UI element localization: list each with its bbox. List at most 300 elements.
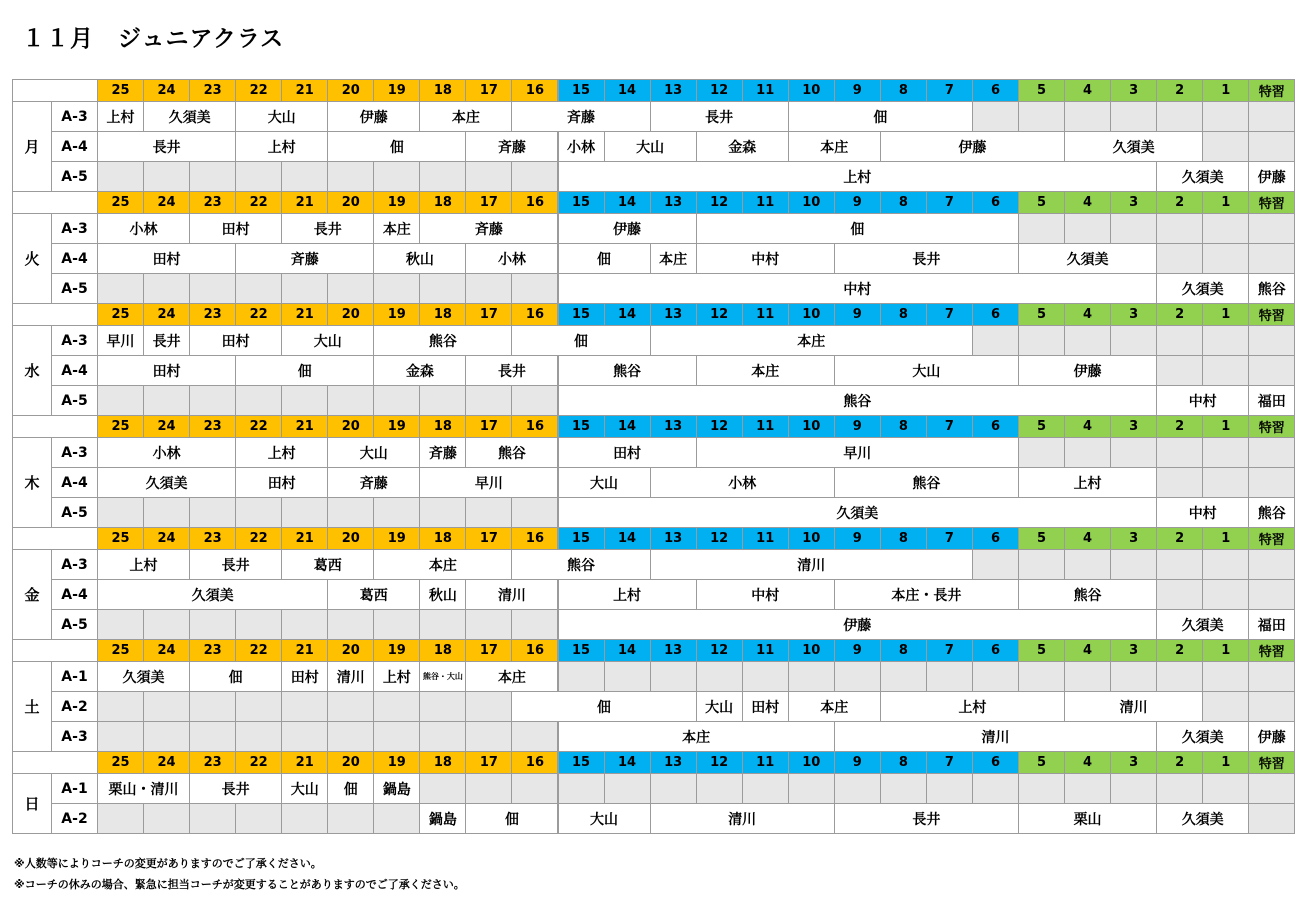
header-col-label: 2 bbox=[1156, 527, 1203, 550]
header-blank-cell bbox=[12, 415, 98, 438]
header-col-label: 3 bbox=[1110, 751, 1157, 774]
empty-slot bbox=[880, 773, 927, 804]
coach-slot: 佃 bbox=[696, 213, 1019, 244]
empty-slot bbox=[834, 661, 881, 692]
empty-slot bbox=[1202, 243, 1249, 274]
header-col-label: 13 bbox=[650, 191, 697, 214]
header-col-label: 23 bbox=[189, 191, 236, 214]
header-col-label: 9 bbox=[834, 79, 881, 102]
empty-slot bbox=[97, 385, 144, 416]
empty-slot bbox=[1248, 213, 1295, 244]
coach-slot: 秋山 bbox=[419, 579, 466, 610]
class-level-label: A-2 bbox=[51, 803, 98, 834]
empty-slot bbox=[1248, 243, 1295, 274]
header-col-label: 3 bbox=[1110, 639, 1157, 662]
empty-slot bbox=[419, 161, 466, 192]
empty-slot bbox=[1156, 355, 1203, 386]
header-col-label: 10 bbox=[788, 639, 835, 662]
coach-slot: 上村 bbox=[373, 661, 420, 692]
header-col-label: 25 bbox=[97, 79, 144, 102]
header-col-label: 17 bbox=[465, 751, 512, 774]
header-col-label: 19 bbox=[373, 79, 420, 102]
header-blank-cell bbox=[12, 751, 98, 774]
empty-slot bbox=[650, 773, 697, 804]
class-level-label: A-4 bbox=[51, 467, 98, 498]
coach-slot: 本庄 bbox=[788, 131, 881, 162]
empty-slot bbox=[373, 609, 420, 640]
header-col-label: 24 bbox=[143, 303, 190, 326]
header-col-label: 6 bbox=[972, 79, 1019, 102]
empty-slot bbox=[189, 803, 236, 834]
header-col-label: 4 bbox=[1064, 415, 1111, 438]
header-col-label: 16 bbox=[511, 191, 558, 214]
coach-slot: 早川 bbox=[696, 437, 1019, 468]
empty-slot bbox=[327, 385, 374, 416]
empty-slot bbox=[281, 273, 328, 304]
empty-slot bbox=[511, 609, 558, 640]
empty-slot bbox=[419, 691, 466, 722]
header-col-label: 19 bbox=[373, 191, 420, 214]
empty-slot bbox=[511, 161, 558, 192]
coach-slot: 本庄 bbox=[373, 549, 512, 580]
empty-slot bbox=[373, 385, 420, 416]
empty-slot bbox=[1018, 549, 1065, 580]
empty-slot bbox=[1202, 549, 1249, 580]
header-col-label: 16 bbox=[511, 415, 558, 438]
empty-slot bbox=[1156, 579, 1203, 610]
empty-slot bbox=[1202, 661, 1249, 692]
header-col-label: 11 bbox=[742, 639, 789, 662]
empty-slot bbox=[1110, 661, 1157, 692]
coach-slot: 栗山 bbox=[1018, 803, 1157, 834]
empty-slot bbox=[97, 721, 144, 752]
header-col-label: 15 bbox=[558, 751, 605, 774]
coach-slot: 清川 bbox=[650, 549, 973, 580]
header-col-label: 19 bbox=[373, 415, 420, 438]
header-col-label: 8 bbox=[880, 751, 927, 774]
coach-slot: 本庄 bbox=[373, 213, 420, 244]
header-col-label: 20 bbox=[327, 191, 374, 214]
header-col-label: 5 bbox=[1018, 751, 1065, 774]
class-level-label: A-2 bbox=[51, 691, 98, 722]
empty-slot bbox=[327, 161, 374, 192]
header-col-label: 25 bbox=[97, 303, 144, 326]
header-col-label: 12 bbox=[696, 79, 743, 102]
header-col-label: 24 bbox=[143, 415, 190, 438]
empty-slot bbox=[373, 721, 420, 752]
header-col-label: 20 bbox=[327, 639, 374, 662]
coach-slot: 久須美 bbox=[1156, 273, 1249, 304]
empty-slot bbox=[1202, 773, 1249, 804]
empty-slot bbox=[1248, 131, 1295, 162]
empty-slot bbox=[419, 497, 466, 528]
coach-slot: 長井 bbox=[189, 773, 282, 804]
header-col-label: 20 bbox=[327, 79, 374, 102]
coach-slot: 久須美 bbox=[1156, 609, 1249, 640]
header-col-label: 21 bbox=[281, 527, 328, 550]
coach-slot: 久須美 bbox=[1064, 131, 1203, 162]
header-col-label: 特習 bbox=[1248, 79, 1295, 102]
empty-slot bbox=[235, 273, 282, 304]
empty-slot bbox=[373, 273, 420, 304]
class-level-label: A-5 bbox=[51, 161, 98, 192]
header-col-label: 3 bbox=[1110, 303, 1157, 326]
header-col-label: 20 bbox=[327, 527, 374, 550]
coach-slot: 本庄 bbox=[650, 243, 697, 274]
header-col-label: 23 bbox=[189, 79, 236, 102]
class-level-label: A-3 bbox=[51, 101, 98, 132]
header-col-label: 特習 bbox=[1248, 415, 1295, 438]
empty-slot bbox=[511, 273, 558, 304]
header-col-label: 13 bbox=[650, 79, 697, 102]
coach-slot: 伊藤 bbox=[1018, 355, 1157, 386]
coach-slot: 斉藤 bbox=[419, 213, 558, 244]
coach-slot: 長井 bbox=[189, 549, 282, 580]
header-col-label: 13 bbox=[650, 639, 697, 662]
empty-slot bbox=[1248, 579, 1295, 610]
header-col-label: 12 bbox=[696, 527, 743, 550]
empty-slot bbox=[97, 803, 144, 834]
empty-slot bbox=[97, 609, 144, 640]
header-col-label: 25 bbox=[97, 415, 144, 438]
coach-slot: 熊谷 bbox=[373, 325, 512, 356]
coach-slot: 久須美 bbox=[1156, 803, 1249, 834]
empty-slot bbox=[143, 385, 190, 416]
empty-slot bbox=[1064, 101, 1111, 132]
header-col-label: 19 bbox=[373, 527, 420, 550]
coach-slot: 小林 bbox=[97, 213, 190, 244]
header-col-label: 特習 bbox=[1248, 751, 1295, 774]
header-col-label: 特習 bbox=[1248, 191, 1295, 214]
header-col-label: 15 bbox=[558, 639, 605, 662]
coach-slot: 上村 bbox=[558, 579, 697, 610]
empty-slot bbox=[465, 161, 512, 192]
coach-slot: 熊谷 bbox=[465, 437, 558, 468]
coach-slot: 本庄 bbox=[788, 691, 881, 722]
header-col-label: 7 bbox=[926, 527, 973, 550]
empty-slot bbox=[143, 273, 190, 304]
coach-slot: 金森 bbox=[373, 355, 466, 386]
coach-slot: 大山 bbox=[327, 437, 420, 468]
empty-slot bbox=[1064, 773, 1111, 804]
coach-slot: 伊藤 bbox=[558, 213, 697, 244]
coach-slot: 中村 bbox=[1156, 497, 1249, 528]
coach-slot: 清川 bbox=[327, 661, 374, 692]
coach-slot: 大山 bbox=[281, 773, 328, 804]
header-col-label: 12 bbox=[696, 639, 743, 662]
header-col-label: 11 bbox=[742, 191, 789, 214]
coach-slot: 佃 bbox=[511, 691, 696, 722]
empty-slot bbox=[235, 161, 282, 192]
empty-slot bbox=[834, 773, 881, 804]
header-col-label: 23 bbox=[189, 751, 236, 774]
header-col-label: 19 bbox=[373, 303, 420, 326]
header-col-label: 7 bbox=[926, 79, 973, 102]
note-2: ※コーチの休みの場合、緊急に担当コーチが変更することがありますのでご了承ください。 bbox=[14, 878, 465, 891]
header-col-label: 6 bbox=[972, 639, 1019, 662]
coach-slot: 大山 bbox=[696, 691, 743, 722]
coach-slot: 佃 bbox=[235, 355, 374, 386]
coach-slot: 久須美 bbox=[97, 467, 236, 498]
header-col-label: 3 bbox=[1110, 191, 1157, 214]
empty-slot bbox=[281, 385, 328, 416]
header-col-label: 22 bbox=[235, 639, 282, 662]
coach-slot: 久須美 bbox=[143, 101, 236, 132]
empty-slot bbox=[281, 497, 328, 528]
coach-slot: 中村 bbox=[696, 579, 835, 610]
header-col-label: 22 bbox=[235, 415, 282, 438]
coach-slot: 田村 bbox=[189, 325, 282, 356]
coach-slot: 伊藤 bbox=[1248, 721, 1295, 752]
header-col-label: 17 bbox=[465, 303, 512, 326]
coach-slot: 久須美 bbox=[1018, 243, 1157, 274]
header-col-label: 1 bbox=[1202, 79, 1249, 102]
header-col-label: 11 bbox=[742, 415, 789, 438]
header-col-label: 18 bbox=[419, 191, 466, 214]
header-col-label: 24 bbox=[143, 79, 190, 102]
empty-slot bbox=[1202, 131, 1249, 162]
header-col-label: 10 bbox=[788, 415, 835, 438]
empty-slot bbox=[1202, 467, 1249, 498]
empty-slot bbox=[511, 385, 558, 416]
header-col-label: 24 bbox=[143, 639, 190, 662]
empty-slot bbox=[696, 773, 743, 804]
coach-slot: 小林 bbox=[465, 243, 558, 274]
coach-slot: 田村 bbox=[742, 691, 789, 722]
header-col-label: 9 bbox=[834, 751, 881, 774]
coach-slot: 熊谷 bbox=[558, 355, 697, 386]
empty-slot bbox=[97, 161, 144, 192]
header-col-label: 23 bbox=[189, 527, 236, 550]
empty-slot bbox=[465, 691, 512, 722]
weekday-label: 木 bbox=[12, 437, 52, 528]
empty-slot bbox=[1202, 213, 1249, 244]
header-col-label: 17 bbox=[465, 191, 512, 214]
coach-slot: 上村 bbox=[558, 161, 1158, 192]
empty-slot bbox=[465, 385, 512, 416]
header-col-label: 12 bbox=[696, 751, 743, 774]
header-col-label: 16 bbox=[511, 527, 558, 550]
header-col-label: 21 bbox=[281, 415, 328, 438]
header-blank-cell bbox=[12, 639, 98, 662]
empty-slot bbox=[558, 773, 605, 804]
class-level-label: A-4 bbox=[51, 243, 98, 274]
coach-slot: 斉藤 bbox=[511, 101, 650, 132]
empty-slot bbox=[281, 609, 328, 640]
header-col-label: 14 bbox=[604, 303, 651, 326]
class-level-label: A-1 bbox=[51, 773, 98, 804]
header-col-label: 21 bbox=[281, 79, 328, 102]
header-col-label: 19 bbox=[373, 639, 420, 662]
header-col-label: 18 bbox=[419, 751, 466, 774]
empty-slot bbox=[189, 721, 236, 752]
header-col-label: 18 bbox=[419, 527, 466, 550]
coach-slot: 伊藤 bbox=[327, 101, 420, 132]
header-col-label: 1 bbox=[1202, 303, 1249, 326]
empty-slot bbox=[1156, 773, 1203, 804]
empty-slot bbox=[1156, 437, 1203, 468]
header-blank-cell bbox=[12, 527, 98, 550]
header-col-label: 4 bbox=[1064, 527, 1111, 550]
header-col-label: 25 bbox=[97, 527, 144, 550]
empty-slot bbox=[742, 661, 789, 692]
header-col-label: 22 bbox=[235, 79, 282, 102]
coach-slot: 中村 bbox=[1156, 385, 1249, 416]
coach-slot: 清川 bbox=[465, 579, 558, 610]
coach-slot: 上村 bbox=[235, 131, 328, 162]
empty-slot bbox=[373, 691, 420, 722]
coach-slot: 伊藤 bbox=[558, 609, 1158, 640]
coach-slot: 田村 bbox=[189, 213, 282, 244]
empty-slot bbox=[1248, 101, 1295, 132]
empty-slot bbox=[1248, 773, 1295, 804]
header-col-label: 15 bbox=[558, 303, 605, 326]
header-col-label: 15 bbox=[558, 527, 605, 550]
empty-slot bbox=[143, 721, 190, 752]
coach-slot: 田村 bbox=[281, 661, 328, 692]
weekday-label: 金 bbox=[12, 549, 52, 640]
empty-slot bbox=[1156, 101, 1203, 132]
empty-slot bbox=[558, 661, 605, 692]
empty-slot bbox=[419, 385, 466, 416]
empty-slot bbox=[1064, 549, 1111, 580]
header-col-label: 18 bbox=[419, 79, 466, 102]
empty-slot bbox=[1202, 101, 1249, 132]
coach-slot: 本庄 bbox=[419, 101, 512, 132]
header-col-label: 20 bbox=[327, 415, 374, 438]
coach-slot: 久須美 bbox=[558, 497, 1158, 528]
header-col-label: 13 bbox=[650, 527, 697, 550]
coach-slot: 大山 bbox=[558, 467, 651, 498]
empty-slot bbox=[327, 273, 374, 304]
coach-slot: 上村 bbox=[97, 549, 190, 580]
header-col-label: 7 bbox=[926, 639, 973, 662]
header-col-label: 25 bbox=[97, 639, 144, 662]
coach-slot: 熊谷 bbox=[834, 467, 1019, 498]
empty-slot bbox=[1156, 213, 1203, 244]
coach-slot: 佃 bbox=[465, 803, 558, 834]
empty-slot bbox=[465, 721, 512, 752]
header-col-label: 13 bbox=[650, 751, 697, 774]
header-col-label: 18 bbox=[419, 415, 466, 438]
empty-slot bbox=[926, 773, 973, 804]
header-col-label: 4 bbox=[1064, 639, 1111, 662]
empty-slot bbox=[1064, 325, 1111, 356]
header-col-label: 15 bbox=[558, 415, 605, 438]
header-col-label: 13 bbox=[650, 303, 697, 326]
empty-slot bbox=[1018, 773, 1065, 804]
coach-slot: 上村 bbox=[1018, 467, 1157, 498]
empty-slot bbox=[1064, 661, 1111, 692]
header-col-label: 17 bbox=[465, 527, 512, 550]
coach-slot: 早川 bbox=[97, 325, 144, 356]
empty-slot bbox=[143, 161, 190, 192]
coach-slot: 熊谷 bbox=[511, 549, 650, 580]
header-col-label: 23 bbox=[189, 303, 236, 326]
header-col-label: 2 bbox=[1156, 751, 1203, 774]
header-col-label: 17 bbox=[465, 79, 512, 102]
empty-slot bbox=[189, 385, 236, 416]
header-col-label: 18 bbox=[419, 303, 466, 326]
empty-slot bbox=[1064, 437, 1111, 468]
coach-slot: 福田 bbox=[1248, 385, 1295, 416]
coach-slot: 秋山 bbox=[373, 243, 466, 274]
empty-slot bbox=[465, 773, 512, 804]
header-col-label: 23 bbox=[189, 639, 236, 662]
coach-slot: 大山 bbox=[558, 803, 651, 834]
class-level-label: A-3 bbox=[51, 549, 98, 580]
coach-slot: 大山 bbox=[281, 325, 374, 356]
coach-slot: 栗山・清川 bbox=[97, 773, 190, 804]
empty-slot bbox=[189, 273, 236, 304]
empty-slot bbox=[419, 273, 466, 304]
header-col-label: 6 bbox=[972, 751, 1019, 774]
empty-slot bbox=[189, 691, 236, 722]
empty-slot bbox=[235, 609, 282, 640]
coach-slot: 熊谷 bbox=[1248, 497, 1295, 528]
empty-slot bbox=[1248, 325, 1295, 356]
class-level-label: A-3 bbox=[51, 437, 98, 468]
header-col-label: 5 bbox=[1018, 303, 1065, 326]
header-col-label: 4 bbox=[1064, 191, 1111, 214]
header-col-label: 2 bbox=[1156, 415, 1203, 438]
coach-slot: 長井 bbox=[834, 243, 1019, 274]
coach-slot: 本庄 bbox=[465, 661, 558, 692]
coach-slot: 長井 bbox=[465, 355, 558, 386]
empty-slot bbox=[419, 609, 466, 640]
header-col-label: 16 bbox=[511, 751, 558, 774]
empty-slot bbox=[1110, 325, 1157, 356]
header-col-label: 6 bbox=[972, 527, 1019, 550]
coach-slot: 斉藤 bbox=[419, 437, 466, 468]
header-col-label: 15 bbox=[558, 191, 605, 214]
empty-slot bbox=[972, 549, 1019, 580]
header-col-label: 14 bbox=[604, 415, 651, 438]
header-col-label: 9 bbox=[834, 415, 881, 438]
class-level-label: A-5 bbox=[51, 273, 98, 304]
empty-slot bbox=[604, 661, 651, 692]
coach-slot: 中村 bbox=[696, 243, 835, 274]
header-col-label: 特習 bbox=[1248, 639, 1295, 662]
empty-slot bbox=[511, 721, 558, 752]
class-level-label: A-3 bbox=[51, 325, 98, 356]
weekday-label: 月 bbox=[12, 101, 52, 192]
empty-slot bbox=[189, 161, 236, 192]
coach-slot: 清川 bbox=[1064, 691, 1203, 722]
weekday-label: 水 bbox=[12, 325, 52, 416]
header-col-label: 1 bbox=[1202, 751, 1249, 774]
header-col-label: 9 bbox=[834, 639, 881, 662]
coach-slot: 佃 bbox=[327, 773, 374, 804]
header-col-label: 14 bbox=[604, 191, 651, 214]
empty-slot bbox=[1018, 437, 1065, 468]
empty-slot bbox=[696, 661, 743, 692]
header-col-label: 11 bbox=[742, 527, 789, 550]
coach-slot: 中村 bbox=[558, 273, 1158, 304]
coach-slot: 葛西 bbox=[281, 549, 374, 580]
header-col-label: 10 bbox=[788, 79, 835, 102]
coach-slot: 清川 bbox=[834, 721, 1157, 752]
coach-slot: 田村 bbox=[235, 467, 328, 498]
header-col-label: 1 bbox=[1202, 639, 1249, 662]
coach-slot: 大山 bbox=[235, 101, 328, 132]
header-col-label: 21 bbox=[281, 639, 328, 662]
coach-slot: 上村 bbox=[97, 101, 144, 132]
empty-slot bbox=[235, 691, 282, 722]
header-col-label: 13 bbox=[650, 415, 697, 438]
empty-slot bbox=[511, 497, 558, 528]
coach-slot: 田村 bbox=[97, 355, 236, 386]
